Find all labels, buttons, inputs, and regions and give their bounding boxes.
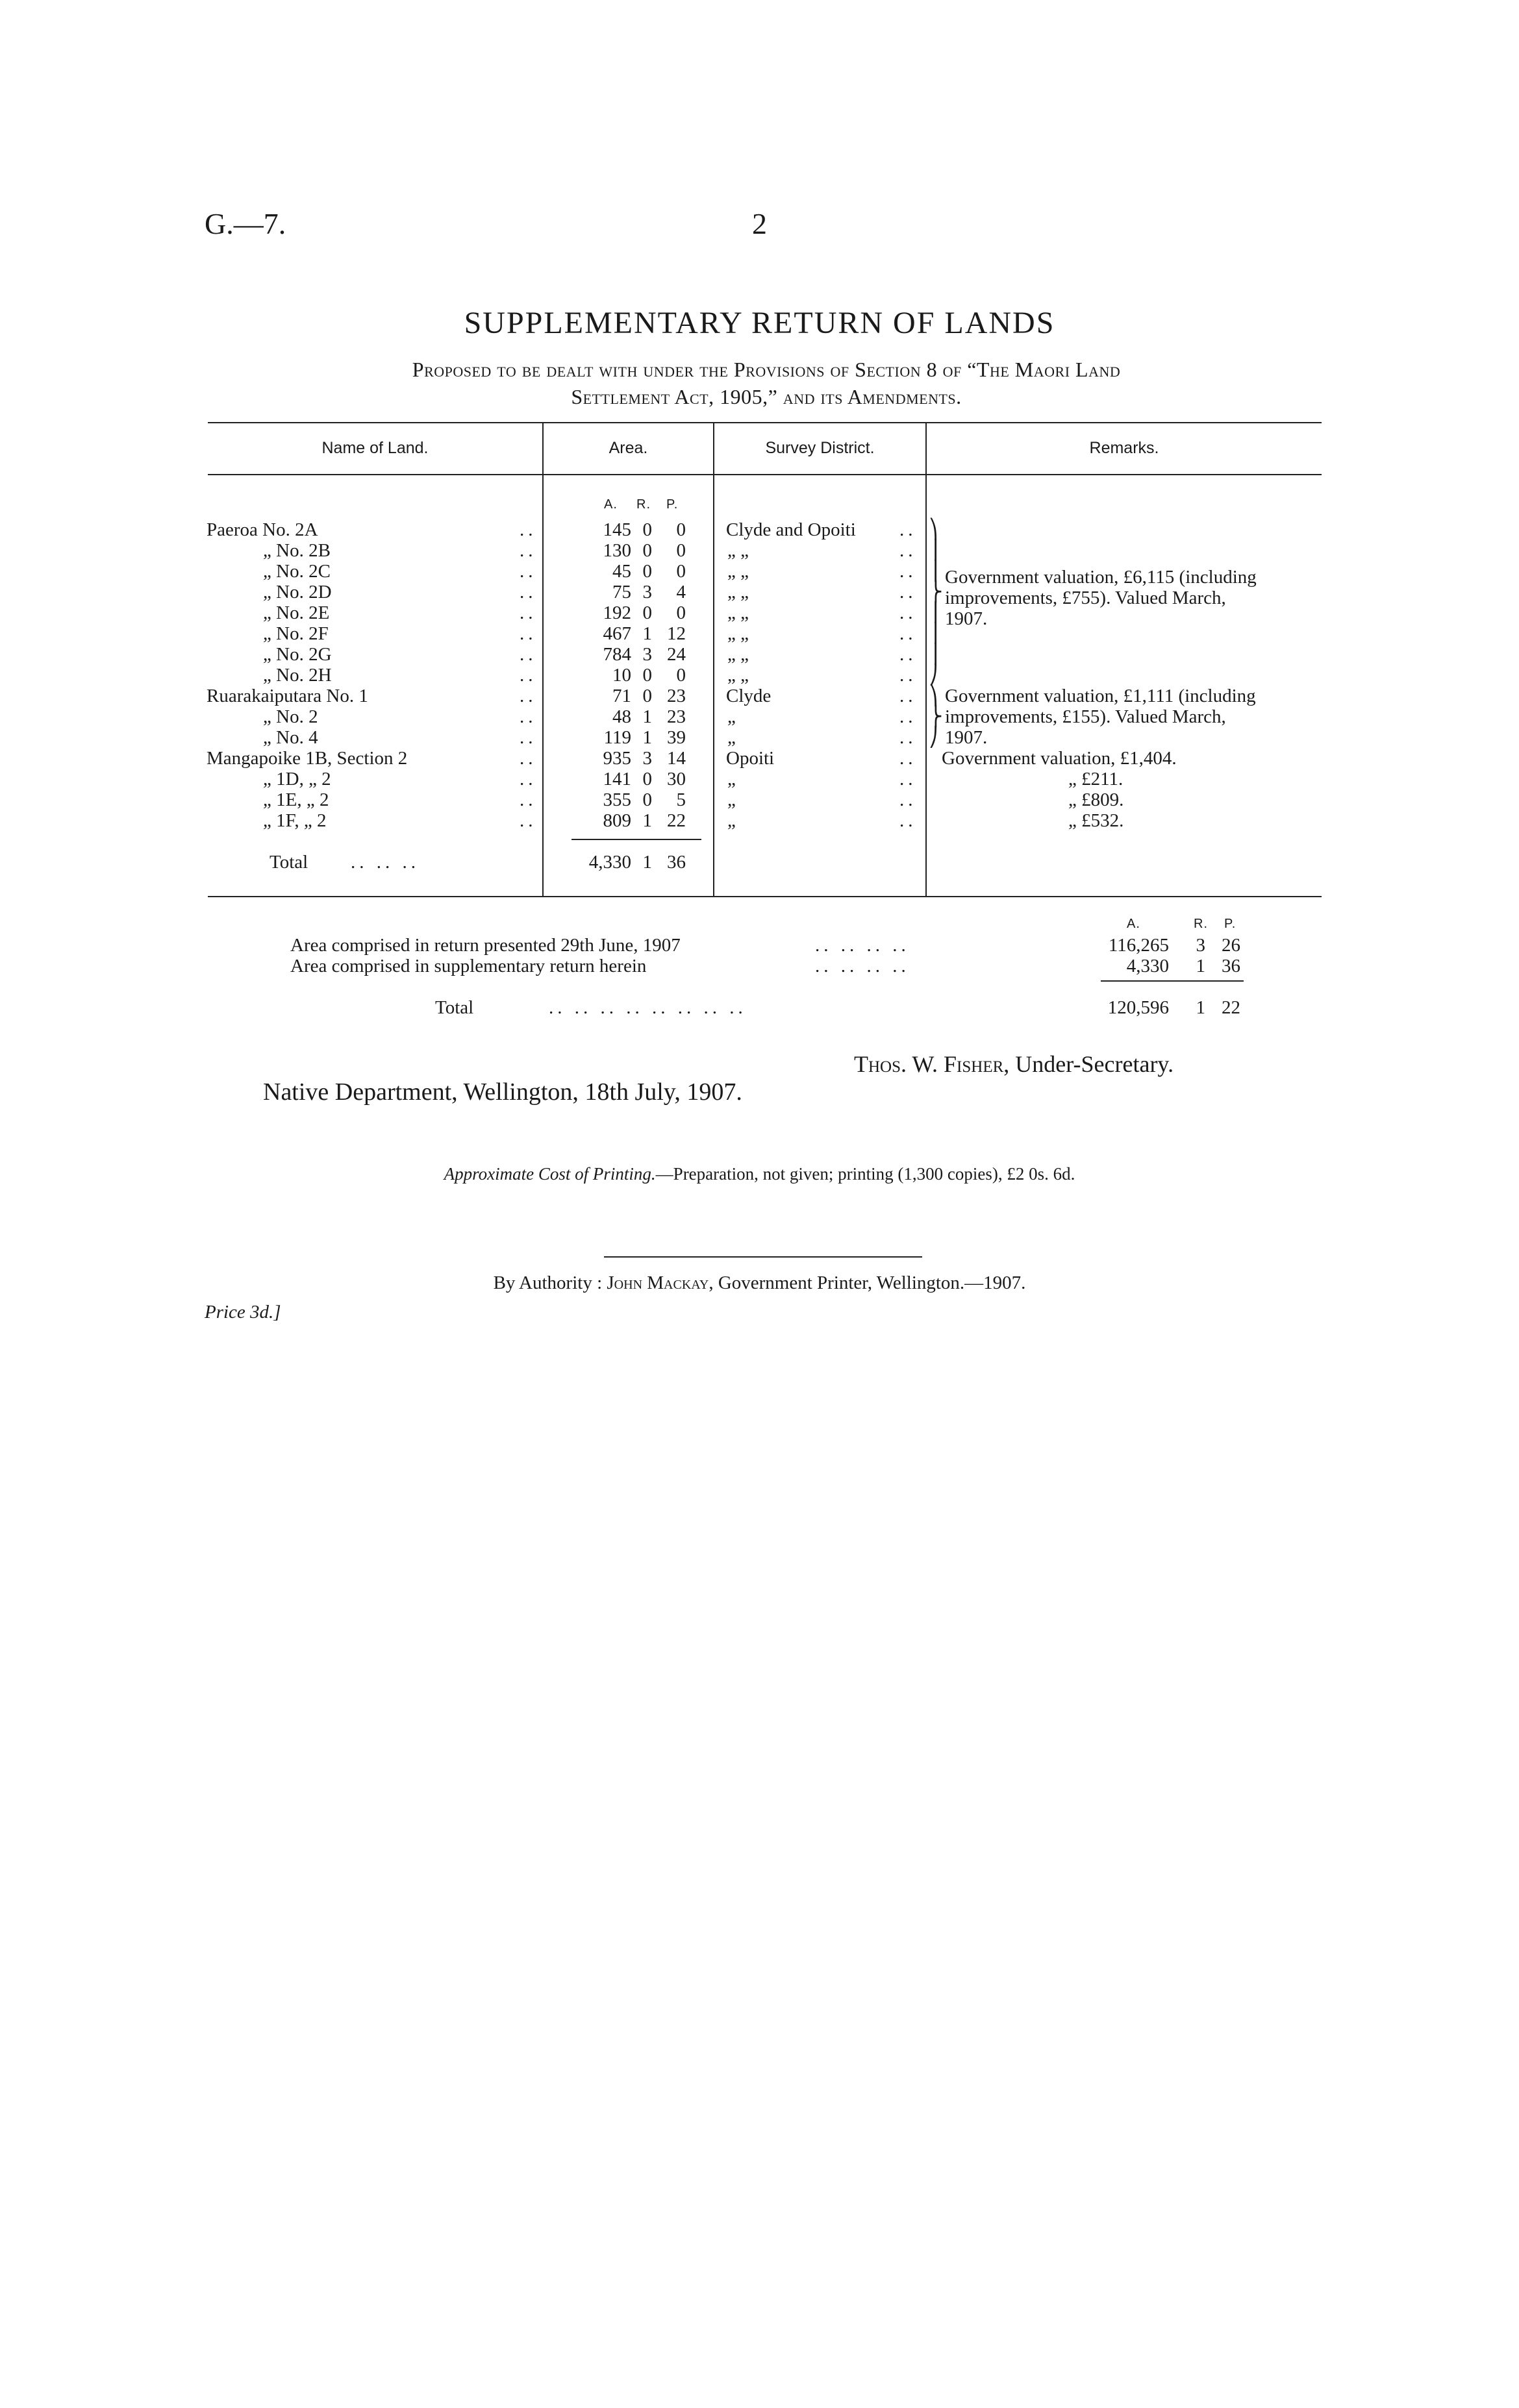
district-leader: .. — [899, 540, 917, 561]
total-roods: 1 — [642, 852, 652, 873]
summary-total-roods: 1 — [1196, 997, 1205, 1018]
area-perches: 0 — [676, 561, 686, 582]
name-leader: .. — [520, 769, 537, 789]
printing-cost — [0, 1164, 1519, 1184]
survey-district: „ „ — [727, 665, 749, 686]
department-line: Native Department, Wellington, 18th July, 1907. — [263, 1078, 742, 1106]
area-acres: 784 — [603, 644, 631, 665]
printing-cost-text: —Preparation, not given; printing (1,300 copies), £2 0s. 6d. — [655, 1164, 1075, 1184]
summary-line-1-label: Area comprised in return presented 29th June, 1907 — [290, 935, 681, 956]
area-roods: 0 — [642, 540, 652, 561]
district-leader: .. — [899, 623, 917, 644]
area-roods: 1 — [642, 727, 652, 748]
survey-district: „ „ — [727, 561, 749, 582]
name-leader: .. — [520, 789, 537, 810]
total-acres: 4,330 — [588, 852, 631, 873]
survey-district: Opoiti — [726, 748, 775, 769]
area-roods: 0 — [642, 665, 652, 686]
land-name: „ No. 2F — [263, 623, 329, 644]
summary-line-2-roods: 1 — [1196, 956, 1205, 976]
summary-line-2-label: Area comprised in supplementary return herein — [290, 956, 647, 976]
land-name: „ No. 2 — [263, 706, 318, 727]
area-roods: 1 — [642, 706, 652, 727]
table-row — [0, 665, 1519, 686]
area-roods: 0 — [642, 686, 652, 706]
table-row — [0, 748, 1519, 769]
remark-mangapoike-1b: Government valuation, £1,404. — [942, 748, 1177, 769]
area-roods: 3 — [642, 582, 652, 602]
area-perches: 39 — [667, 727, 686, 748]
brace-paeroa: ⎞ ⎟ ⎟ ⎬ ⎟ ⎟ ⎟ ⎠ — [929, 519, 943, 686]
survey-district: „ — [727, 789, 736, 810]
table-row — [0, 789, 1519, 810]
table-row — [0, 727, 1519, 748]
area-acres: 192 — [603, 602, 631, 623]
summary-line-2-leader: .. .. .. .. — [815, 956, 910, 976]
unit-perches: P. — [666, 497, 679, 512]
area-perches: 0 — [676, 519, 686, 540]
remark-mangapoike-1d: „ £211. — [1068, 769, 1124, 789]
district-leader: .. — [899, 665, 917, 686]
summary-total-acres: 120,596 — [1107, 997, 1169, 1018]
signature — [854, 1050, 1174, 1078]
summary-unit-acres: A. — [1127, 917, 1140, 931]
area-perches: 0 — [676, 602, 686, 623]
summary-line-1-acres: 116,265 — [1108, 935, 1169, 956]
document-code: G.—7. — [205, 207, 286, 240]
table-row — [0, 582, 1519, 602]
district-leader: .. — [899, 769, 917, 789]
area-perches: 23 — [667, 706, 686, 727]
area-acres: 45 — [612, 561, 631, 582]
remark-mangapoike-1f: „ £532. — [1068, 810, 1124, 831]
unit-acres: A. — [604, 497, 618, 512]
page-title: SUPPLEMENTARY RETURN OF LANDS — [464, 306, 1055, 340]
area-roods: 0 — [642, 789, 652, 810]
area-roods: 0 — [642, 561, 652, 582]
remark-mangapoike-1e: „ £809. — [1068, 789, 1124, 810]
area-roods: 0 — [642, 519, 652, 540]
area-perches: 30 — [667, 769, 686, 789]
name-leader: .. — [520, 748, 537, 769]
area-perches: 12 — [667, 623, 686, 644]
summary-unit-roods: R. — [1194, 917, 1208, 931]
area-acres: 467 — [603, 623, 631, 644]
name-leader: .. — [520, 519, 537, 540]
land-name: „ 1E, „ 2 — [263, 789, 329, 810]
area-perches: 24 — [667, 644, 686, 665]
column-header-area: Area. — [609, 439, 648, 457]
district-leader: .. — [899, 644, 917, 665]
name-leader: .. — [520, 602, 537, 623]
table-row — [0, 561, 1519, 582]
subtitle-line-1: Proposed to be dealt with under the Provisions of Section 8 of “The Maori Land — [412, 358, 1121, 381]
authority-printer: John Mackay, — [607, 1272, 714, 1293]
total-perches: 36 — [667, 852, 686, 873]
column-header-remarks: Remarks. — [1089, 439, 1159, 457]
area-acres: 75 — [612, 582, 631, 602]
survey-district: „ — [727, 769, 736, 789]
page-subtitle — [205, 356, 1328, 410]
table-bottom-rule — [208, 896, 1322, 897]
district-leader: .. — [899, 582, 917, 602]
district-leader: .. — [899, 602, 917, 623]
area-perches: 0 — [676, 665, 686, 686]
area-roods: 1 — [642, 810, 652, 831]
price: Price 3d.] — [205, 1302, 281, 1322]
signature-name: Thos. W. Fisher, — [854, 1051, 1010, 1077]
name-leader: .. — [520, 623, 537, 644]
survey-district: „ „ — [727, 582, 749, 602]
table-row — [0, 602, 1519, 623]
column-header-district: Survey District. — [765, 439, 875, 457]
authority-suffix: Government Printer, Wellington.—1907. — [718, 1272, 1026, 1293]
land-name: „ No. 4 — [263, 727, 318, 748]
area-perches: 14 — [667, 748, 686, 769]
name-leader: .. — [520, 686, 537, 706]
area-acres: 145 — [603, 519, 631, 540]
district-leader: .. — [899, 686, 917, 706]
area-acres: 71 — [612, 686, 631, 706]
district-leader: .. — [899, 519, 917, 540]
area-acres: 130 — [603, 540, 631, 561]
area-perches: 0 — [676, 540, 686, 561]
name-leader: .. — [520, 706, 537, 727]
district-leader: .. — [899, 789, 917, 810]
summary-total-leader: .. .. .. .. .. .. .. .. — [549, 997, 747, 1018]
survey-district: Clyde — [726, 686, 772, 706]
table-row — [0, 810, 1519, 831]
column-header-name: Name of Land. — [321, 439, 429, 457]
summary-unit-perches: P. — [1224, 917, 1237, 931]
land-name: „ No. 2H — [263, 665, 332, 686]
land-name: Ruarakaiputara No. 1 — [207, 686, 368, 706]
area-acres: 10 — [612, 665, 631, 686]
authority-line — [0, 1272, 1519, 1294]
name-leader: .. — [520, 810, 537, 831]
area-acres: 355 — [603, 789, 631, 810]
name-leader: .. — [520, 561, 537, 582]
table-top-rule — [208, 422, 1322, 423]
area-perches: 5 — [676, 789, 686, 810]
area-acres: 809 — [603, 810, 631, 831]
total-leader: .. .. .. — [351, 852, 420, 873]
land-name: Mangapoike 1B, Section 2 — [207, 748, 408, 769]
authority-rule — [604, 1256, 922, 1258]
district-leader: .. — [899, 561, 917, 582]
district-leader: .. — [899, 810, 917, 831]
land-name: „ No. 2B — [263, 540, 331, 561]
total-label: Total — [270, 852, 308, 873]
survey-district: „ — [727, 727, 736, 748]
table-total-row — [0, 852, 1519, 873]
table-row — [0, 644, 1519, 665]
land-name: „ No. 2D — [263, 582, 332, 602]
area-roods: 0 — [642, 769, 652, 789]
summary-total-rule — [1101, 980, 1244, 982]
survey-district: Clyde and Opoiti — [726, 519, 856, 540]
summary-line-1-perches: 26 — [1222, 935, 1240, 956]
unit-roods: R. — [636, 497, 651, 512]
table-row — [0, 686, 1519, 706]
summary-line-2-perches: 36 — [1222, 956, 1240, 976]
area-total-rule — [571, 839, 701, 840]
survey-district: „ „ — [727, 540, 749, 561]
survey-district: „ „ — [727, 623, 749, 644]
brace-ruarakaiputara: ⎞ ⎬ ⎠ — [929, 686, 943, 748]
remark-ruarakaiputara: Government valuation, £1,111 (including improvements, £155). Valued March, 1907. — [945, 686, 1256, 748]
land-name: „ No. 2G — [263, 644, 332, 665]
table-row — [0, 706, 1519, 727]
area-acres: 935 — [603, 748, 631, 769]
table-row — [0, 540, 1519, 561]
district-leader: .. — [899, 748, 917, 769]
land-name: „ No. 2C — [263, 561, 331, 582]
area-roods: 1 — [642, 623, 652, 644]
printing-cost-label: Approximate Cost of Printing. — [444, 1164, 656, 1184]
land-name: „ No. 2E — [263, 602, 330, 623]
area-acres: 48 — [612, 706, 631, 727]
signature-title: Under-Secretary. — [1015, 1051, 1174, 1077]
authority-prefix: By Authority : — [493, 1272, 603, 1293]
district-leader: .. — [899, 727, 917, 748]
summary-line-1-leader: .. .. .. .. — [815, 935, 910, 956]
area-roods: 3 — [642, 748, 652, 769]
area-perches: 22 — [667, 810, 686, 831]
area-acres: 141 — [603, 769, 631, 789]
survey-district: „ „ — [727, 602, 749, 623]
land-name: „ 1D, „ 2 — [263, 769, 331, 789]
survey-district: „ — [727, 706, 736, 727]
table-row — [0, 519, 1519, 540]
area-roods: 3 — [642, 644, 652, 665]
summary-total-perches: 22 — [1222, 997, 1240, 1018]
name-leader: .. — [520, 540, 537, 561]
summary-line-2-acres: 4,330 — [1126, 956, 1169, 976]
summary-line-1-roods: 3 — [1196, 935, 1205, 956]
remark-paeroa: Government valuation, £6,115 (including improvements, £755). Valued March, 1907. — [945, 567, 1257, 629]
name-leader: .. — [520, 727, 537, 748]
survey-district: „ „ — [727, 644, 749, 665]
area-acres: 119 — [603, 727, 631, 748]
page-number: 2 — [752, 207, 767, 240]
name-leader: .. — [520, 665, 537, 686]
area-perches: 4 — [676, 582, 686, 602]
area-perches: 23 — [667, 686, 686, 706]
area-roods: 0 — [642, 602, 652, 623]
land-name: Paeroa No. 2A — [207, 519, 318, 540]
table-header-rule — [208, 474, 1322, 475]
survey-district: „ — [727, 810, 736, 831]
district-leader: .. — [899, 706, 917, 727]
table-row — [0, 623, 1519, 644]
land-name: „ 1F, „ 2 — [263, 810, 327, 831]
name-leader: .. — [520, 582, 537, 602]
name-leader: .. — [520, 644, 537, 665]
subtitle-line-2: Settlement Act, 1905,” and its Amendments. — [571, 385, 962, 408]
table-row — [0, 769, 1519, 789]
summary-total-label: Total — [435, 997, 474, 1018]
